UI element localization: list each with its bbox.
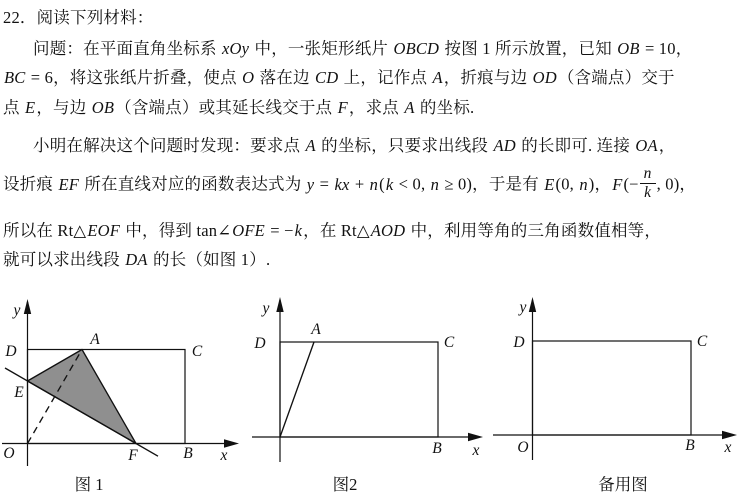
fig3-point-B-label: B: [685, 437, 695, 454]
y-axis-arrow-icon: [529, 297, 536, 312]
figure-spare: [490, 288, 743, 498]
fig1-point-F-label: F: [128, 447, 138, 464]
folded-triangle-AEF: [28, 350, 137, 444]
fig2-point-A-label: A: [311, 321, 321, 338]
rectangle-OBCD: [533, 341, 692, 435]
fig1-caption: 图 1: [74, 475, 104, 494]
figure-1: [0, 288, 245, 498]
segment-OA: [280, 342, 314, 437]
fig3-origin-O-label: O: [517, 439, 529, 456]
fig3-y-axis-label: y: [519, 299, 527, 316]
fig2-x-axis-label: x: [472, 442, 480, 459]
problem-line-3: 点 E，与边 OB（含端点）或其延长线交于点 F，求点 A 的坐标.: [3, 98, 475, 117]
problem-number-heading: 22．阅读下列材料：: [3, 8, 154, 27]
fig1-point-A-label: A: [90, 331, 100, 348]
problem-line-1: 问题：在平面直角坐标系 xOy 中，一张矩形纸片 OBCD 按图 1 所示放置，已知 OB = 10，: [33, 39, 693, 58]
fig1-x-axis-label: x: [220, 447, 228, 464]
problem-line-6: 所以在 Rt△EOF 中，得到 tan∠OFE = −k，在 Rt△AOD 中，利用等角的三角函数值相等，: [3, 221, 662, 240]
fig3-point-C-label: C: [696, 333, 708, 350]
problem-line-2: BC = 6，将这张纸片折叠，使点 O 落在边 CD 上，记作点 A，折痕与边 OD（含端点）交于: [4, 68, 675, 87]
problem-line-7: 就可以求出线段 DA 的长（如图 1）.: [3, 250, 271, 269]
fig3-point-D-label: D: [513, 334, 525, 351]
fig3-x-axis-label: x: [724, 439, 732, 456]
fraction-n-over-k: $\frac{n}{k}$: [640, 166, 656, 202]
fig2-caption: 图2: [332, 475, 358, 494]
fig2-y-axis-label: y: [262, 300, 270, 317]
rectangle-OBCD: [280, 342, 438, 437]
fig2-point-D-label: D: [254, 335, 266, 352]
y-axis-arrow-icon: [276, 297, 283, 312]
figure-2: [240, 288, 490, 498]
y-axis-arrow-icon: [24, 299, 31, 314]
fig1-point-E-label: E: [14, 384, 24, 401]
x-axis-arrow-icon: [722, 431, 737, 440]
problem-line-5-formula: 设折痕 EF 所在直线对应的函数表达式为 y = kx + n(k < 0, n ≥ 0)，于是有 E(0, n)，F(− $\frac{n}{k}$ , 0)，: [3, 165, 697, 202]
fig3-caption: 备用图: [598, 475, 648, 494]
x-axis-arrow-icon: [468, 433, 483, 442]
fig1-y-axis-label: y: [13, 302, 21, 319]
problem-line-4: 小明在解决这个问题时发现：要求点 A 的坐标，只要求出线段 AD 的长即可. 连接 OA，: [33, 136, 676, 155]
fig1-point-D-label: D: [5, 343, 17, 360]
fig1-origin-O-label: O: [3, 445, 15, 462]
fig2-point-B-label: B: [432, 440, 442, 457]
fig1-point-C-label: C: [191, 343, 203, 360]
fig1-point-B-label: B: [183, 445, 193, 462]
fig2-point-C-label: C: [443, 334, 455, 351]
